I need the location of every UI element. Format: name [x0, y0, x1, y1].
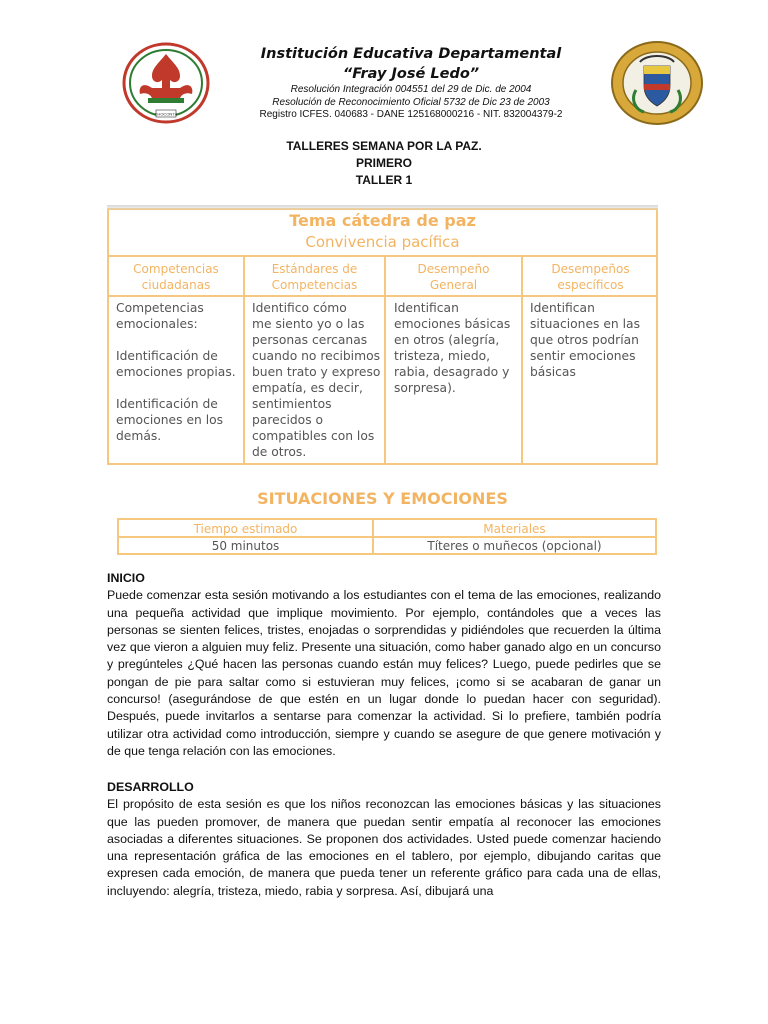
situaciones-title: SITUACIONES Y EMOCIONES — [257, 489, 508, 508]
logo-caption: CHOCONTÁ — [154, 111, 178, 117]
institution-header — [210, 44, 612, 122]
column-header-desempenos-especificos: Desempeños específicos — [551, 262, 630, 292]
inicio-text: Puede comenzar esta sesión motivando a los estudiantes con el tema de las emociones, realizando una pequeña actividad que implique movimiento. Por ejemplo, contándoles que a veces las personas se sienten felices, tristes, enojadas o sorprendidas y pidiéndoles que recuerden la última vez que vieron a alguien muy feliz. Presente una situación, como haber ganado algo en un concurso y pregúnteles ¿Qué hacen las personas cuando están muy felices? Luego, puede pedirles que se pongan de pie para saltar como si estuvieran muy felices, ¡como si se acabaran de ganar un concurso! (asegurándose de que estén en un lugar donde lo puedan hacer con seguridad). Después, puede invitarlos a sentarse para comenzar la actividad. Si lo prefiere, también podría utilizar otra actividad como introducción, siempre y cuando se asegure de que genere motivación y de que tenga relación con las emociones. — [107, 588, 661, 758]
document-titles — [200, 138, 568, 189]
column-header-competencias: Competencias ciudadanas — [133, 262, 219, 292]
table-subtitle: Convivencia pacífica — [305, 233, 460, 251]
desarrollo-text: El propósito de esta sesión es que los niños reconozcan las emociones básicas y las situaciones que las pueden promover, de manera que puedan sentir empatía al reconocer las emociones asociadas a diferentes situaciones. Se proponen dos actividades. Usted puede comenzar haciendo una representación gráfica de las emociones en el tablero, por ejemplo, dibujando caritas que expresen cada emoción, de manera que pueda tener un referente gráfico para cada una de ellas, incluyendo: alegría, tristeza, miedo, rabia y sorpresa. Así, dibujará una — [107, 797, 661, 898]
resolution-recognition: Resolución de Reconocimiento Oficial 5732 de Dic 23 de 2003 — [272, 96, 550, 108]
column-header-desempeno-general: Desempeño General — [417, 262, 490, 292]
table-top-shadow — [107, 205, 658, 211]
title-grade: PRIMERO — [355, 156, 412, 170]
table-divider — [109, 255, 656, 257]
desarrollo-title: DESARROLLO — [107, 780, 194, 794]
cell-estandares: Identifico cómo me siento yo o las personas cercanas cuando no recibimos buen trato y expreso empatía, es decir, sentimientos parecidos o compatibles con los de otros. — [252, 301, 381, 459]
column-header-estandares: Estándares de Competencias — [271, 262, 358, 292]
cell-competencias: Competencias emocionales: Identificación de emociones propias. Identificación de emociones en los demás. — [116, 301, 236, 443]
resolution-integration: Resolución Integración 004551 del 29 de Dic. de 2004 — [290, 84, 532, 95]
materials-label: Materiales — [483, 522, 546, 536]
inicio-section — [107, 570, 661, 760]
institution-logo — [122, 42, 210, 124]
department-seal-logo — [610, 40, 704, 126]
materials-value: Títeres o muñecos (opcional) — [427, 539, 602, 553]
institution-name: Institución Educativa Departamental — [260, 46, 562, 62]
table-title: Tema cátedra de paz — [289, 211, 476, 230]
materials-table — [117, 518, 657, 555]
table-divider — [109, 295, 656, 297]
time-label: Tiempo estimado — [193, 522, 298, 536]
title-talleres: TALLERES SEMANA POR LA PAZ. — [286, 139, 482, 153]
inicio-title: INICIO — [107, 571, 145, 585]
registry-line: Registro ICFES. 040683 - DANE 125168000216 - NIT. 832004379-2 — [259, 109, 563, 120]
title-taller: TALLER 1 — [355, 173, 413, 187]
desarrollo-section — [107, 779, 661, 900]
catedra-paz-table — [107, 208, 658, 465]
institution-subname: “Fray José Ledo” — [342, 66, 480, 82]
cell-desempenos-especificos: Identifican situaciones en las que otros podrían sentir emociones básicas — [530, 301, 640, 379]
cell-desempeno-general: Identifican emociones básicas en otros (alegría, tristeza, miedo, rabia, desagrado y sorpresa). — [394, 301, 511, 395]
time-value: 50 minutos — [211, 539, 280, 553]
